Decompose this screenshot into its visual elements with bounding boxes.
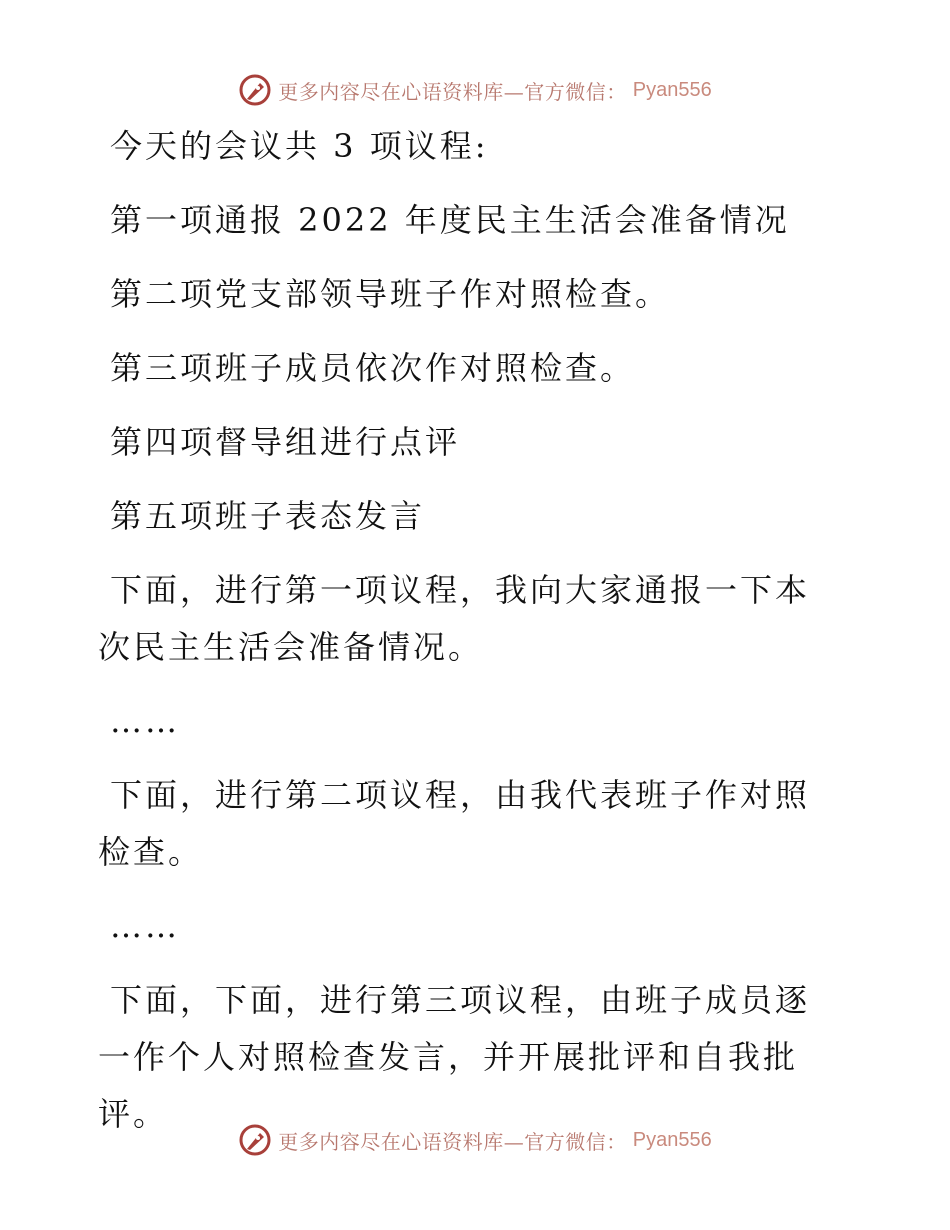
- pen-nib-circle-icon: [238, 1123, 272, 1157]
- agenda-intro: 今天的会议共 3 项议程:: [110, 127, 489, 165]
- agenda-item-3: 第三项班子成员依次作对照检查。: [110, 349, 636, 387]
- agenda-step-1-paragraph: 下面，进行第一项议程，我向大家通报一下本次民主生活会准备情况。: [98, 571, 811, 666]
- watermark-wechat-id: Pyan556: [632, 1128, 712, 1151]
- ellipsis-paragraph: ……: [110, 702, 180, 740]
- agenda-item-2: 第二项党支部领导班子作对照检查。: [110, 275, 671, 313]
- agenda-item-5: 第五项班子表态发言: [110, 497, 426, 535]
- agenda-step-2-paragraph: 下面，进行第二项议程，由我代表班子作对照检查。: [98, 776, 811, 871]
- watermark-wechat-id: Pyan556: [632, 78, 712, 101]
- agenda-item-4: 第四项督导组进行点评: [110, 423, 461, 461]
- document-body: [98, 118, 838, 1160]
- ellipsis-paragraph: ……: [110, 907, 180, 945]
- header-watermark-banner: [0, 70, 950, 110]
- watermark-text: 更多内容尽在心语资料库—官方微信：: [278, 79, 627, 104]
- footer-watermark-banner: [0, 1120, 950, 1160]
- agenda-item-1: 第一项通报 2022 年度民主生活会准备情况: [110, 201, 790, 239]
- agenda-step-3-paragraph: 下面，下面，进行第三项议程，由班子成员逐一作个人对照检查发言，并开展批评和自我批评。: [98, 981, 811, 1133]
- pen-nib-circle-icon: [238, 73, 272, 107]
- watermark-text: 更多内容尽在心语资料库—官方微信：: [278, 1129, 627, 1154]
